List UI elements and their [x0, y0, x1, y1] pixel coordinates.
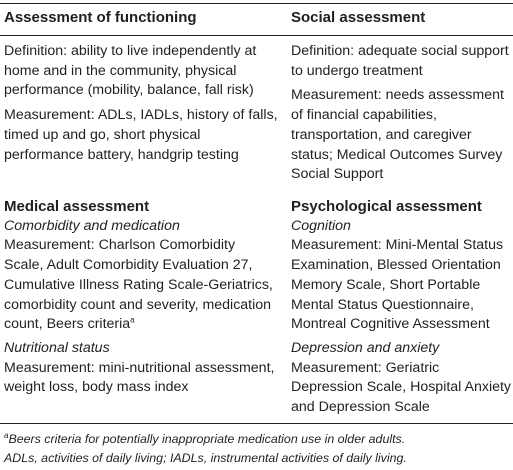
footnote-marker: a [4, 430, 9, 440]
nutritional-subheading: Nutritional status [4, 339, 110, 356]
functioning-measurement: Measurement: ADLs, IADLs, history of falls, timed up and go, short physical performance battery, handgrip testing [4, 107, 278, 163]
table-bottom-rule [0, 423, 513, 424]
medical-assessment-title: Medical assessment [4, 198, 150, 215]
footnote-beers-text: Beers criteria for potentially inappropriate medication use in older adults. [8, 432, 406, 446]
table-top-rule [0, 3, 513, 4]
comorbidity-measurement-text: Measurement: Charlson Comorbidity Scale, Adult Comorbidity Evaluation 27, Cumulative Illness Rating Scale-Geriatrics, comorbidity count and severity, medication count, Beers criteria [4, 237, 273, 333]
medical-cell [4, 197, 276, 398]
header-social-assessment: Social assessment [291, 9, 426, 26]
functioning-definition: Definition: ability to live independently at home and in the community, physical performance (mobility, balance, fall risk) [4, 43, 257, 99]
footnote-beers [4, 430, 513, 449]
comorbidity-subheading: Comorbidity and medication [4, 217, 180, 234]
functioning-cell [4, 42, 280, 165]
comorbidity-measurement [4, 236, 276, 335]
beers-footnote-marker: a [130, 315, 135, 325]
header-assessment-of-functioning: Assessment of functioning [4, 9, 197, 26]
nutritional-measurement: Measurement: mini-nutritional assessment, weight loss, body mass index [4, 359, 275, 396]
psych-cell [291, 197, 513, 418]
social-measurement: Measurement: needs assessment of financial capabilities, transportation, and caregiver status; Medical Outcomes Survey Social Support [291, 87, 504, 183]
cognition-measurement: Measurement: Mini-Mental Status Examination, Blessed Orientation Memory Scale, Short Portable Mental Status Questionnaire, Montreal Cognitive Assessment [291, 237, 504, 333]
depression-subheading: Depression and anxiety [291, 339, 440, 356]
psychological-assessment-title: Psychological assessment [291, 198, 482, 215]
table-footnotes [4, 430, 513, 467]
cognition-subheading: Cognition [291, 217, 351, 234]
depression-measurement: Measurement: Geriatric Depression Scale, Hospital Anxiety and Depression Scale [291, 359, 512, 416]
social-definition: Definition: adequate social support to undergo treatment [291, 43, 509, 79]
header-rule [0, 35, 513, 36]
footnote-abbreviations: ADLs, activities of daily living; IADLs, instrumental activities of daily living. [4, 450, 407, 465]
social-cell [291, 42, 513, 185]
